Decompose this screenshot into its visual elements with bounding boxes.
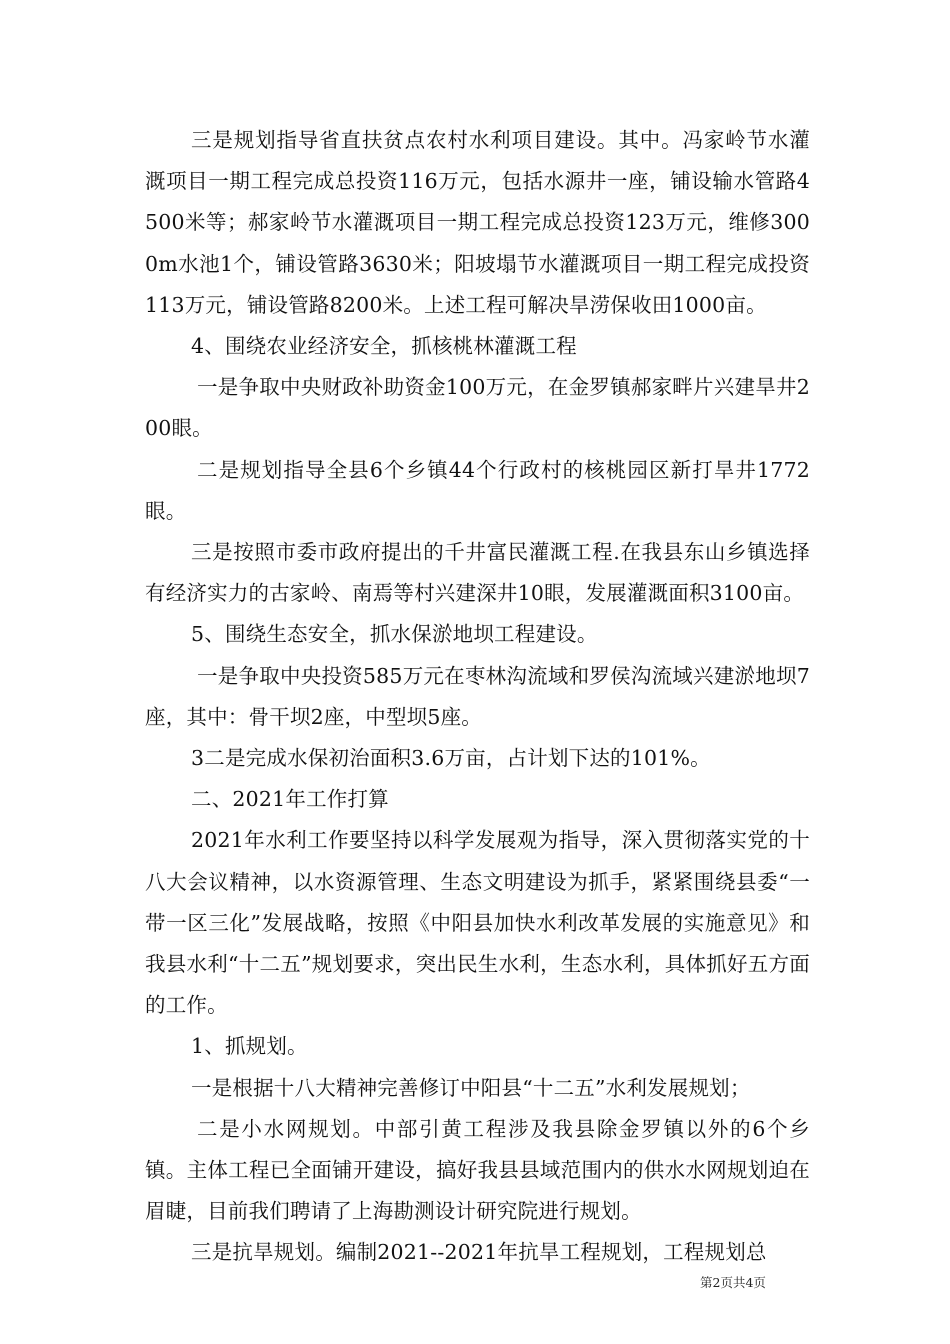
paragraph-drought-plan: 三是抗旱规划。编制2021--2021年抗旱工程规划，工程规划总 (191, 1240, 767, 1265)
paragraph-walnut-wells: 二是规划指导全县6个乡镇44个行政村的核桃园区新打旱井1772眼。 (145, 457, 810, 523)
document-body (145, 120, 810, 1274)
heading-soil-conservation: 5、围绕生态安全，抓水保淤地坝工程建设。 (191, 622, 598, 647)
paragraph-conservation-area: 3二是完成水保初治面积3.6万亩，占计划下达的101%。 (191, 746, 711, 771)
paragraph-revise-plan: 一是根据十八大精神完善修订中阳县“十二五”水利发展规划； (191, 1075, 751, 1100)
paragraph-check-dams: 一是争取中央投资585万元在枣林沟流域和罗侯沟流域兴建淤地坝7座，其中：骨干坝2座，中型坝5座。 (145, 663, 810, 729)
heading-walnut-irrigation: 4、围绕农业经济安全，抓核桃林灌溉工程 (191, 334, 577, 359)
heading-work-plan: 二、2021年工作打算 (191, 787, 389, 812)
paragraph-central-subsidy: 一是争取中央财政补助资金100万元，在金罗镇郝家畔片兴建旱井200眼。 (145, 375, 810, 441)
paragraph-thousand-wells: 三是按照市委市政府提出的千井富民灌溉工程.在我县东山乡镇选择有经济实力的古家岭、南焉等村兴建深井10眼，发展灌溉面积3100亩。 (145, 540, 810, 606)
paragraph-poverty-projects: 三是规划指导省直扶贫点农村水利项目建设。其中。冯家岭节水灌溉项目一期工程完成总投资116万元，包括水源井一座，铺设输水管路4500米等；郝家岭节水灌溉项目一期工程完成总投资123万元，维修3000m水池1个，铺设管路3630米；阳坡塌节水灌溉项目一期工程完成投资113万元，铺设管路8200米。上述工程可解决旱涝保收田1000亩。 (145, 128, 810, 317)
page-number: 第2页共4页 (700, 1275, 766, 1290)
paragraph-water-network: 二是小水网规划。中部引黄工程涉及我县除金罗镇以外的6个乡镇。主体工程已全面铺开建设，搞好我县县域范围内的供水水网规划迫在眉睫，目前我们聘请了上海勘测设计研究院进行规划。 (145, 1116, 810, 1224)
paragraph-work-plan-intro: 2021年水利工作要坚持以科学发展观为指导，深入贯彻落实党的十八大会议精神，以水资源管理、生态文明建设为抓手，紧紧围绕县委“一带一区三化”发展战略，按照《中阳县加快水利改革发展的实施意见》和我县水利“十二五”规划要求，突出民生水利，生态水利，具体抓好五方面的工作。 (145, 828, 810, 1018)
heading-planning: 1、抓规划。 (191, 1034, 308, 1059)
